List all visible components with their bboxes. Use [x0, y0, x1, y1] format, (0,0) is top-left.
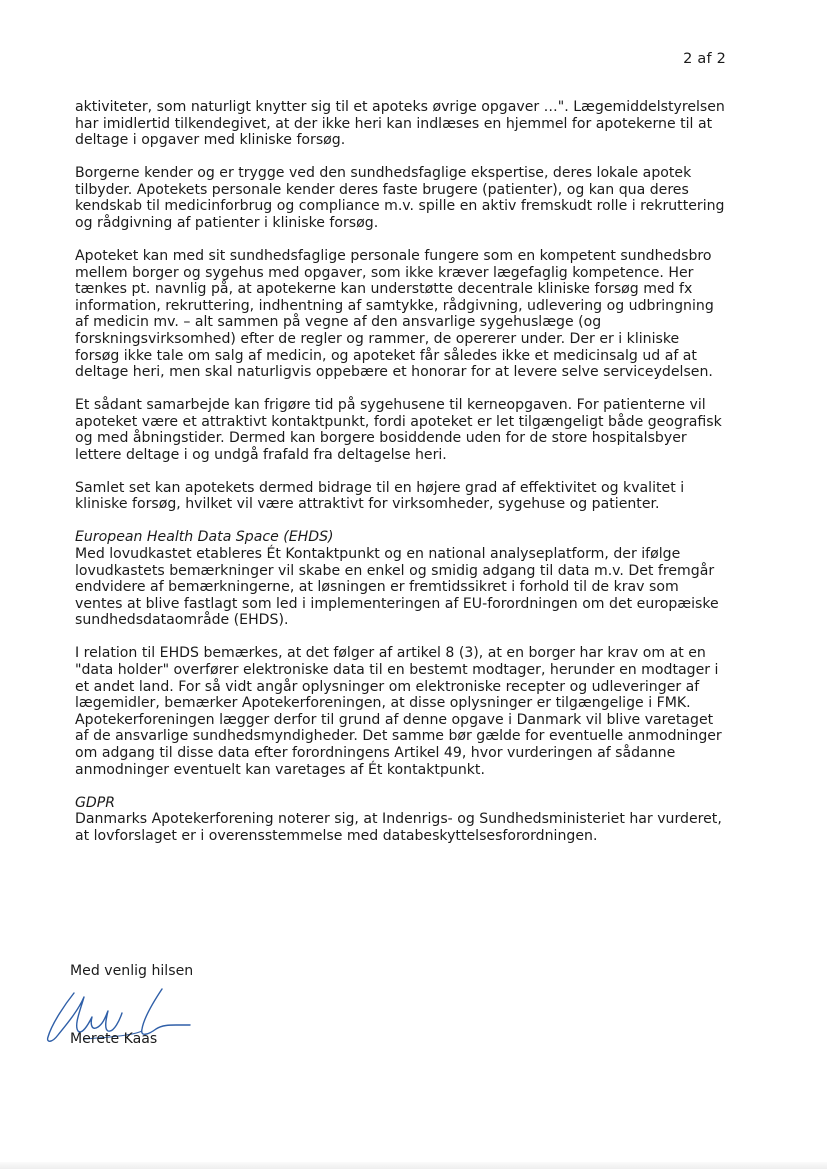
signer-name: Merete Kaas — [70, 1031, 158, 1047]
page-number: 2 af 2 — [683, 51, 726, 67]
gdpr-text: Danmarks Apotekerforening noterer sig, at Indenrigs- og Sundhedsministeriet har vurderet, at lovforslaget er i overensstemmelse med databeskyttelsesforordningen. — [75, 811, 722, 844]
closing-greeting: Med venlig hilsen — [70, 963, 194, 979]
paragraph-samarbejde: Et sådant samarbejde kan frigøre tid på sygehusene til kerneopgaven. For patienterne vil apoteket være et attraktivt kontaktpunkt, fordi apoteket er let tilgængeligt både geografisk og med åbningstider. Dermed kan borgere bosiddende uden for de store hospitalsbyer lettere deltage i og undgå frafald fra deltagelse heri. — [75, 397, 722, 463]
letter-body — [75, 99, 727, 861]
paragraph-apotek-opgaver: aktiviteter, som naturligt knytter sig til et apoteks øvrige opgaver …". Lægemiddelstyrelsen har imidlertid tilkendegivet, at der ikke heri kan indlæses en hjemmel for apotekerne til at deltage i opgaver med kliniske forsøg. — [75, 99, 725, 149]
section-ehds — [75, 529, 727, 629]
scan-bottom-edge — [0, 1162, 827, 1169]
paragraph-ehds-followup: I relation til EHDS bemærkes, at det følger af artikel 8 (3), at en borger har krav om at en "data holder" overfører elektroniske data til en bestemt modtager, herunder en modtager i et andet land. For så vidt angår oplysninger om elektroniske recepter og udleveringer af lægemidler, bemærker Apotekerforeningen, at disse oplysninger er tilgængelige i FMK. Apotekerforeningen lægger derfor til grund af denne opgave i Danmark vil blive varetaget af de ansvarlige sundhedsmyndigheder. Det samme bør gælde for eventuelle anmodninger om adgang til disse data efter forordningens Artikel 49, hvor vurderingen af sådanne anmodninger eventuelt kan varetages af Ét kontaktpunkt. — [75, 645, 722, 778]
paragraph-samlet: Samlet set kan apotekets dermed bidrage til en højere grad af effektivitet og kvalitet i kliniske forsøg, hvilket vil være attraktivt for virksomheder, sygehuse og patienter. — [75, 479, 685, 513]
ehds-heading: European Health Data Space (EHDS) — [75, 529, 334, 546]
ehds-text: Med lovudkastet etableres Ét Kontaktpunkt og en national analyseplatform, der ifølge lovudkastets bemærkninger vil skabe en enkel og smidig adgang til data m.v. Det fremgår endvidere af bemærkningerne, at løsningen er fremtidssikret i forhold til de krav som ventes at blive fastlagt som led i implementeringen af EU-forordningen om det europæiske sundhedsdataområde (EHDS). — [75, 546, 719, 629]
gdpr-heading: GDPR — [75, 794, 116, 811]
paragraph-sundhedsbro: Apoteket kan med sit sundhedsfaglige personale fungere som en kompetent sundhedsbro mellem borger og sygehus med opgaver, som ikke kræver lægefaglig kompetence. Her tænkes pt. navnlig på, at apotekerne kan understøtte decentrale kliniske forsøg med fx information, rekruttering, indhentning af samtykke, rådgivning, udlevering og udbringning af medicin mv. – alt sammen på vegne af den ansvarlige sygehuslæge (og forskningsvirksomhed) efter de regler og rammer, de opererer under. Der er i kliniske forsøg ikke tale om salg af medicin, og apoteket får således ikke et medicinsalg ud af at deltage heri, men skal naturligvis oppebære et honorar for at levere selve serviceydelsen. — [75, 247, 714, 381]
section-gdpr — [75, 795, 727, 845]
paragraph-borgerne: Borgerne kender og er trygge ved den sundhedsfaglige ekspertise, deres lokale apotek tilbyder. Apotekets personale kender deres faste brugere (patienter), og kan qua deres kendskab til medicinforbrug og compliance m.v. spille en aktiv fremskudt rolle i rekruttering og rådgivning af patienter i kliniske forsøg. — [75, 165, 725, 231]
